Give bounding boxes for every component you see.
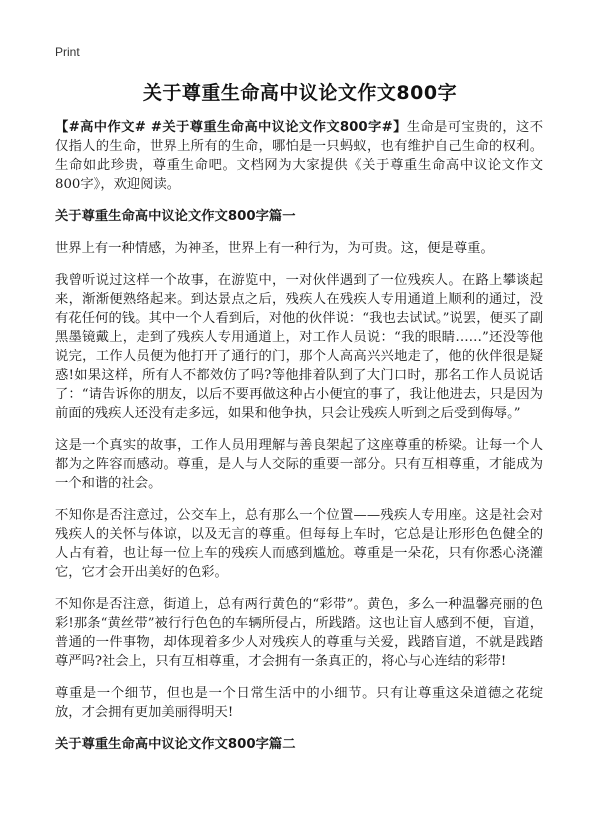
section-heading-2: 关于尊重生命高中议论文作文800字篇二	[55, 737, 296, 752]
section-heading-1: 关于尊重生命高中议论文作文800字篇一	[55, 209, 296, 224]
paragraph-2: 我曾听说过这样一个故事，在游览中，一对伙伴遇到了一位残疾人。在路上攀谈起来，渐渐便熟络起来。到达景点之后，残疾人在残疾人专用通道上顺利的通过，没有花任何的钱。其中一个人看到后，对他的伙伴说：“我也去试试。”说罢，便买了副黑墨镜戴上，走到了残疾人专用通道上，对工作人员说：“我的眼睛……”还没等他说完，工作人员便为他打开了通行的门，那个人高高兴兴地走了，他的伙伴很是疑惑!如果这样，所有人不都效仿了吗?等他排着队到了大门口时，那名工作人员说话了：“请告诉你的朋友，以后不要再做这种占小便宜的事了，我让他进去，只是因为前面的残疾人还没有走多远，如果和他争执，只会让残疾人听到之后受到侮辱。”	[55, 273, 543, 421]
paragraph-4: 不知你是否注意过，公交车上，总有那么一个位置——残疾人专用座。这是社会对残疾人的关怀与体谅，以及无言的尊重。但每每上车时，它总是让形形色色健全的人占有着，也让每一位上车的残疾人而感到尴尬。尊重是一朵花，只有你悉心浇灌它，它才会开出美好的色彩。	[55, 508, 543, 580]
paragraph-3: 这是一个真实的故事，工作人员用理解与善良架起了这座尊重的桥梁。让每一个人都为之阵容而感动。尊重，是人与人交际的重要一部分。只有互相尊重，才能成为一个和谐的社会。	[55, 438, 543, 491]
paragraph-1: 世界上有一种情感，为神圣，世界上有一种行为，为可贵。这，便是尊重。	[55, 241, 494, 256]
paragraph-6: 尊重是一个细节，但也是一个日常生活中的小细节。只有让尊重这朵道德之花绽放，才会拥有更加美丽得明天!	[55, 686, 543, 720]
print-link[interactable]: Print	[55, 45, 80, 59]
paragraph-5: 不知你是否注意，街道上，总有两行黄色的“彩带”。黄色，多么一种温馨亮丽的色彩!那条“黄丝带”被行行色色的车辆所侵占，所践踏。这也让盲人感到不便，盲道，普通的一件事物，却体现着多少人对残疾人的尊重与关爱，践踏盲道，不就是践踏尊严吗?社会上，只有互相尊重，才会拥有一条真正的，将心与心连结的彩带!	[55, 597, 543, 669]
article-body	[55, 118, 543, 767]
intro-text: 生命是可宝贵的，这不仅指人的生命，世界上所有的生命，哪怕是一只蚂蚁，也有维护自己生命的权利。生命如此珍贵，尊重生命吧。文档网为大家提供《关于尊重生命高中议论文作文800字》，欢迎阅读。	[55, 120, 544, 192]
intro-tag: 【#高中作文# #关于尊重生命高中议论文作文800字#】	[55, 120, 407, 135]
page-title: 关于尊重生命高中议论文作文800字	[142, 82, 458, 104]
intro-paragraph	[55, 118, 543, 194]
